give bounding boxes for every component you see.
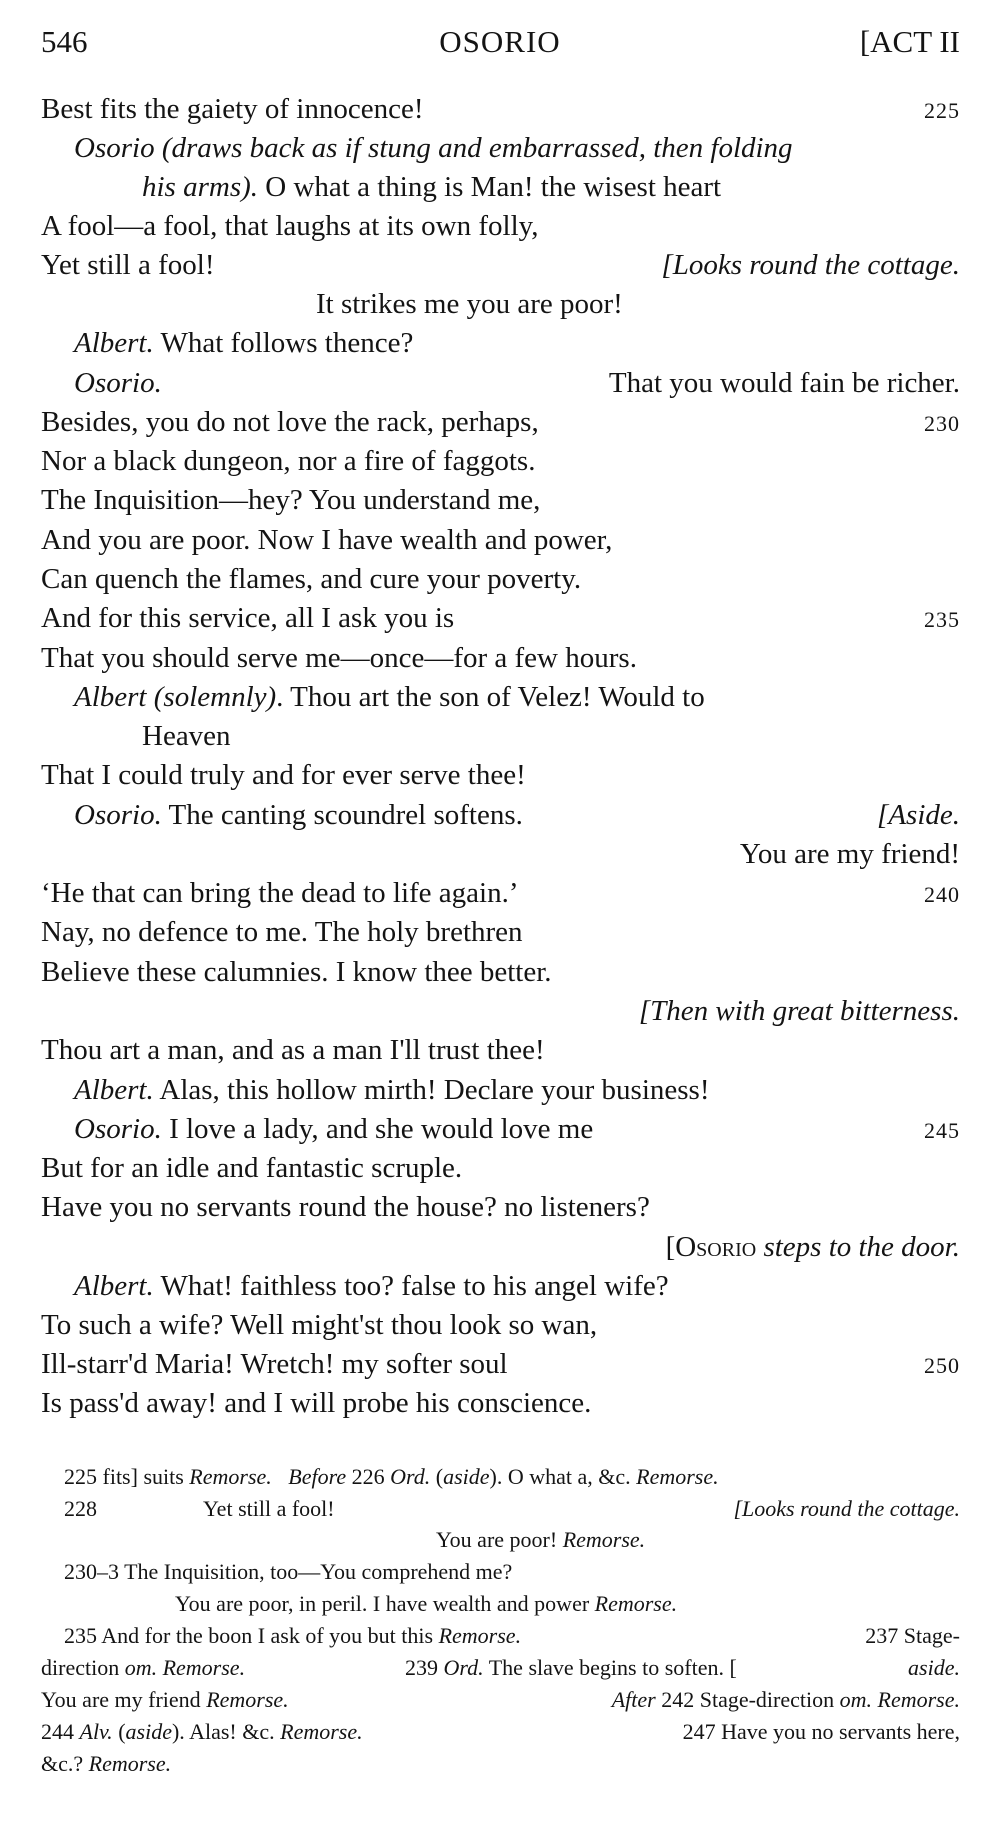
- verse-line: And for this service, all I ask you is: [41, 602, 455, 634]
- verse-line: Is pass'd away! and I will probe his conscience.: [41, 1387, 592, 1419]
- verse-line: That you should serve me—once—for a few hours.: [41, 642, 637, 674]
- stage-direction: [Looks round the cottage.: [661, 249, 960, 281]
- textual-note: 244 Alv. (aside). Alas! &c. Remorse.: [41, 1719, 363, 1744]
- speech-line: Albert (solemnly). Thou art the son of Velez! Would to: [74, 681, 705, 713]
- line-number: 235: [924, 607, 960, 632]
- note-reference: 228: [64, 1496, 97, 1521]
- act-label: [ACT II: [859, 24, 960, 59]
- verse-line: That you would fain be richer.: [608, 367, 960, 399]
- textual-note: 230–3 The Inquisition, too—You comprehend me?: [64, 1559, 513, 1584]
- textual-note: You are my friend Remorse.: [41, 1687, 289, 1712]
- line-number: 245: [924, 1118, 960, 1143]
- textual-note: You are poor, in peril. I have wealth and power Remorse.: [175, 1591, 678, 1616]
- verse-line: That I could truly and for ever serve thee!: [41, 759, 526, 791]
- textual-note: 235 And for the boon I ask of you but this Remorse.: [64, 1623, 522, 1648]
- textual-note: Yet still a fool!: [203, 1496, 335, 1521]
- verse-line: Besides, you do not love the rack, perhaps,: [41, 406, 539, 438]
- verse-line: It strikes me you are poor!: [316, 288, 623, 320]
- running-title: OSORIO: [439, 24, 561, 59]
- textual-note: 237 Stage-: [865, 1623, 960, 1648]
- line-number: 240: [924, 882, 960, 907]
- line-number: 230: [924, 411, 960, 436]
- speech-line: Osorio. The canting scoundrel softens.: [74, 799, 523, 831]
- verse-line: ‘He that can bring the dead to life again.’: [41, 877, 519, 909]
- verse-line: A fool—a fool, that laughs at its own folly,: [41, 210, 539, 242]
- verse-line: Nay, no defence to me. The holy brethren: [41, 916, 523, 948]
- textual-note: 225 fits] suits Remorse. Before 226 Ord. (aside). O what a, &c. Remorse.: [64, 1464, 719, 1489]
- textual-note: You are poor! Remorse.: [436, 1527, 646, 1552]
- verse-line: Best fits the gaiety of innocence!: [41, 93, 424, 125]
- verse-line: But for an idle and fantastic scruple.: [41, 1152, 463, 1184]
- textual-note: &c.? Remorse.: [41, 1751, 172, 1776]
- verse-line: his arms). O what a thing is Man! the wisest heart: [142, 171, 722, 203]
- verse-line: You are my friend!: [739, 838, 960, 870]
- page-number: 546: [41, 24, 88, 59]
- verse-line: Thou art a man, and as a man I'll trust thee!: [41, 1034, 545, 1066]
- textual-note: 239 Ord. The slave begins to soften. [: [405, 1655, 737, 1680]
- textual-note: direction om. Remorse.: [41, 1655, 246, 1680]
- verse-line: Can quench the flames, and cure your poverty.: [41, 563, 582, 595]
- textual-note: 247 Have you no servants here,: [682, 1719, 960, 1744]
- verse-line: And you are poor. Now I have wealth and power,: [41, 524, 613, 556]
- verse-line: Heaven: [142, 720, 231, 752]
- speaker-name: Osorio.: [74, 367, 162, 399]
- stage-direction: Osorio (draws back as if stung and embarrassed, then folding: [74, 132, 793, 164]
- speech-line: Osorio. I love a lady, and she would love me: [74, 1113, 594, 1145]
- speech-line: Albert. Alas, this hollow mirth! Declare your business!: [74, 1074, 710, 1106]
- speech-line: Albert. What! faithless too? false to his angel wife?: [74, 1270, 669, 1302]
- textual-note: After 242 Stage-direction om. Remorse.: [611, 1687, 960, 1712]
- line-number: 250: [924, 1353, 960, 1378]
- speech-line: Albert. What follows thence?: [74, 327, 414, 359]
- stage-direction: [Then with great bitterness.: [638, 995, 960, 1027]
- verse-line: Have you no servants round the house? no listeners?: [41, 1191, 650, 1223]
- stage-direction: [Osorio steps to the door.: [665, 1231, 960, 1263]
- stage-direction: [Aside.: [877, 799, 960, 831]
- line-number: 225: [924, 98, 960, 123]
- verse-line: To such a wife? Well might'st thou look so wan,: [41, 1309, 598, 1341]
- verse-line: Ill-starr'd Maria! Wretch! my softer soul: [41, 1348, 508, 1380]
- verse-line: Yet still a fool!: [41, 249, 215, 281]
- verse-line: Believe these calumnies. I know thee better.: [41, 956, 552, 988]
- textual-note: aside.: [908, 1655, 960, 1680]
- verse-line: The Inquisition—hey? You understand me,: [41, 484, 541, 516]
- verse-line: Nor a black dungeon, nor a fire of faggots.: [41, 445, 536, 477]
- textual-note: [Looks round the cottage.: [733, 1496, 960, 1521]
